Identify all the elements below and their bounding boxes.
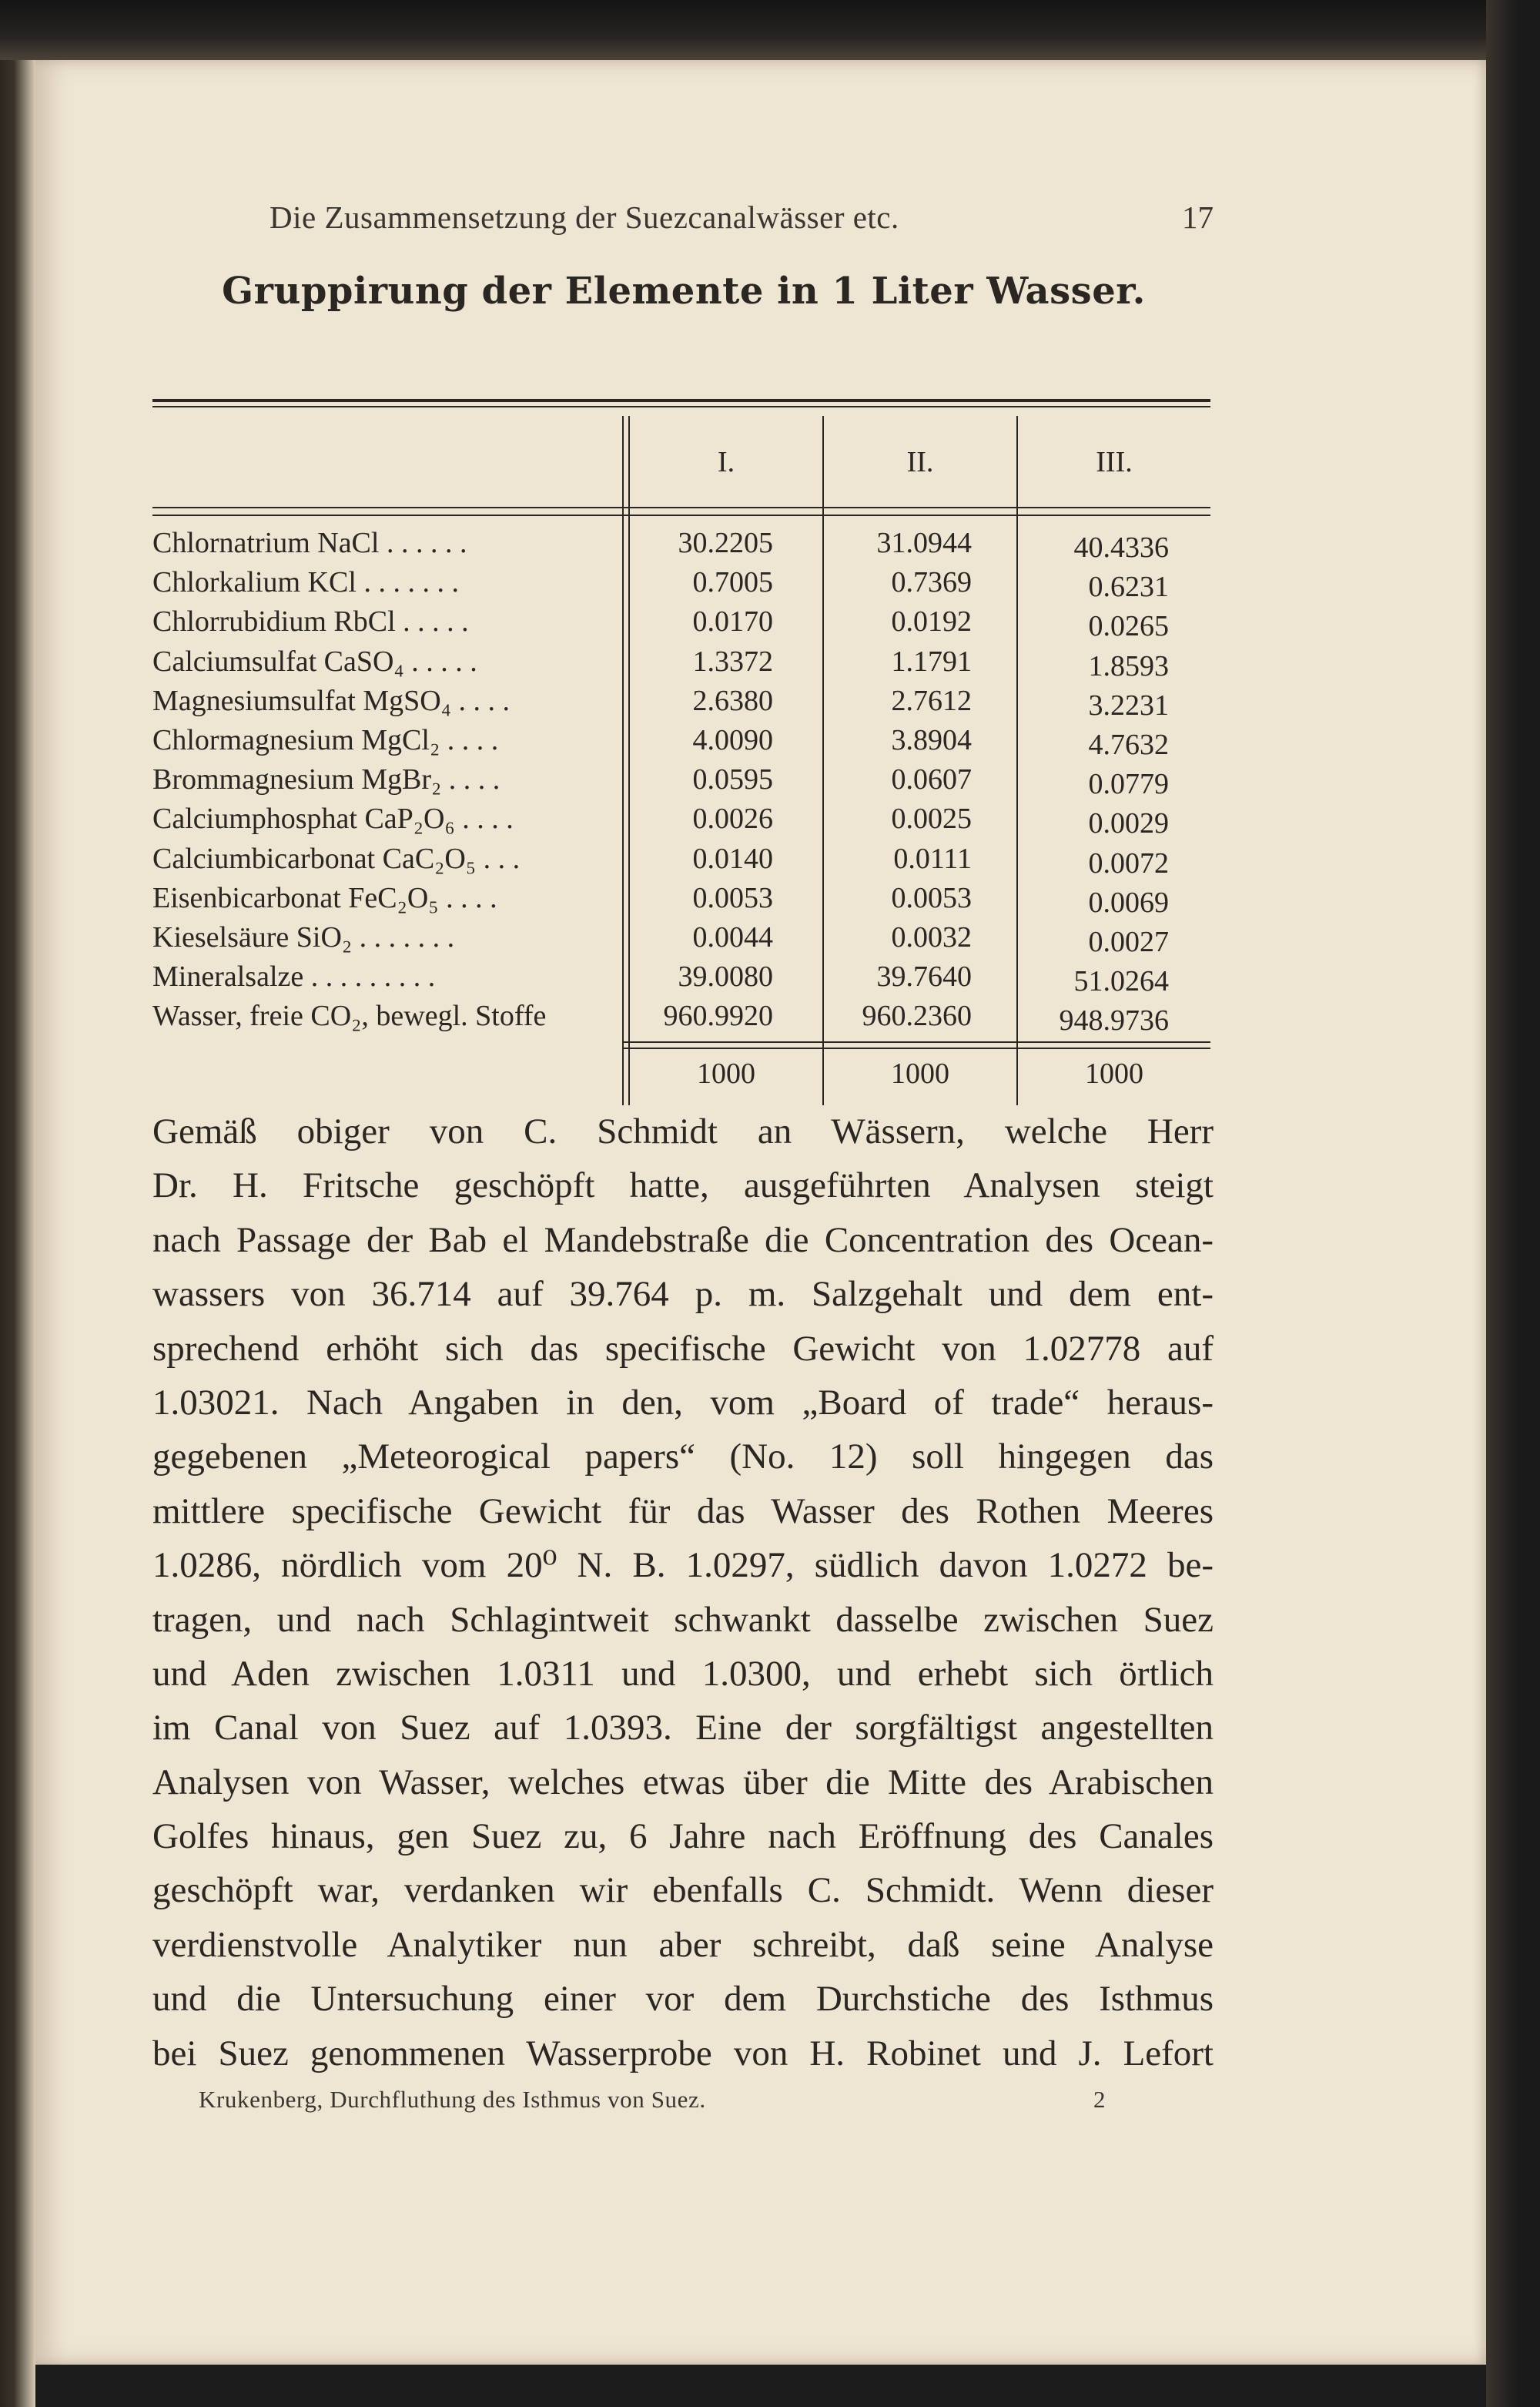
table-cell-col-1: 0.0140	[692, 842, 773, 875]
table-cell-col-2: 0.0607	[891, 763, 972, 796]
table-cell-col-2: 39.7640	[876, 960, 972, 994]
body-line: Gemäß obiger von C. Schmidt an Wässern, welche Herr	[152, 1111, 1214, 1152]
table-cell-col-1: 0.0026	[692, 803, 773, 836]
table-row-label: Wasser, freie CO₂, bewegl. Stoffe	[152, 1000, 547, 1033]
table-cell-col-3: 0.0027	[1088, 926, 1169, 958]
table-bottom-rule-1	[624, 1041, 1210, 1043]
table-cell-col-2: 0.0192	[891, 605, 972, 639]
table-row-label: Calciumsulfat CaSO₄ . . . . .	[152, 645, 477, 678]
table-row-label: Eisenbicarbonat FeC₂O₅ . . . .	[152, 881, 497, 914]
table-bottom-rule-2	[624, 1048, 1210, 1049]
table-header-rule-1	[152, 507, 1210, 508]
table-row-label: Chlorkalium KCl . . . . . . .	[152, 566, 459, 599]
body-line: sprechend erhöht sich das specifische Gewicht von 1.02778 auf	[152, 1328, 1214, 1369]
table-cell-col-1: 960.9920	[663, 1000, 773, 1033]
body-line: bei Suez genommenen Wasserprobe von H. Robinet und J. Lefort	[152, 2033, 1214, 2073]
body-line: wassers von 36.714 auf 39.764 p. m. Salzgehalt und dem ent-	[152, 1274, 1214, 1315]
table-cell-col-2: 3.8904	[891, 724, 972, 756]
table-cell-col-1: 0.0595	[692, 763, 773, 796]
table-row-label: Kieselsäure SiO₂ . . . . . . .	[152, 921, 455, 954]
body-line: Golfes hinaus, gen Suez zu, 6 Jahre nach Eröffnung des Canales	[152, 1816, 1214, 1857]
column-header-2: II.	[906, 446, 934, 478]
table-cell-col-3: 51.0264	[1073, 965, 1169, 998]
table-row-label: Chlornatrium NaCl . . . . . .	[152, 527, 467, 559]
book-spine	[0, 0, 35, 2407]
table-row-label: Calciumbicarbonat CaC₂O₅ . . .	[152, 842, 521, 875]
table-row-label: Chlormagnesium MgCl₂ . . . .	[152, 724, 499, 756]
table-cell-col-3: 0.0265	[1088, 610, 1169, 643]
footer-note: Krukenberg, Durchfluthung des Isthmus von Suez.	[199, 2086, 706, 2113]
body-line: geschöpft war, verdanken wir ebenfalls C. Schmidt. Wenn dieser	[152, 1870, 1214, 1911]
table-cell-col-2: 0.0053	[891, 881, 972, 914]
table-cell-col-1: 0.0044	[692, 921, 773, 954]
table-cell-col-2: 31.0944	[876, 527, 972, 559]
table-cell-col-2: 960.2360	[862, 1000, 972, 1033]
table-cell-col-1: 0.0053	[692, 881, 773, 914]
total-col-1: 1000	[697, 1058, 755, 1090]
table-cell-col-3: 948.9736	[1059, 1004, 1169, 1038]
right-edge	[1486, 0, 1540, 2407]
total-col-3: 1000	[1085, 1058, 1143, 1090]
table-cell-col-3: 0.0069	[1088, 886, 1169, 919]
table-cell-col-1: 39.0080	[678, 960, 773, 994]
table-cell-col-1: 2.6380	[692, 684, 773, 717]
table-top-rule-thin	[152, 406, 1210, 407]
body-line: und die Untersuchung einer vor dem Durchstiche des Isthmus	[152, 1979, 1214, 2020]
footer	[199, 2086, 1123, 2124]
body-line: gegebenen „Meteorogical papers“ (No. 12) soll hingegen das	[152, 1436, 1214, 1477]
body-line: mittlere specifische Gewicht für das Wasser des Rothen Meeres	[152, 1490, 1214, 1531]
table-cell-col-2: 0.0025	[891, 803, 972, 836]
body-line: 1.0286, nördlich vom 20⁰ N. B. 1.0297, südlich davon 1.0272 be-	[152, 1545, 1214, 1586]
body-line: nach Passage der Bab el Mandebstraße die Concentration des Ocean-	[152, 1219, 1214, 1260]
body-paragraph	[152, 1105, 1214, 2080]
table-cell-col-3: 0.6231	[1088, 571, 1169, 604]
body-line: 1.03021. Nach Angaben in den, vom „Board of trade“ heraus-	[152, 1382, 1214, 1423]
column-header-3: III.	[1096, 446, 1133, 478]
table-row-label: Brommagnesium MgBr₂ . . . .	[152, 763, 500, 796]
table-cell-col-1: 0.0170	[692, 605, 773, 639]
top-edge	[0, 0, 1540, 60]
column-header-1: I.	[717, 446, 735, 478]
table-cell-col-1: 30.2205	[678, 527, 773, 559]
table-cell-col-2: 0.0111	[893, 842, 972, 875]
running-head-title: Die Zusammensetzung der Suezcanalwässer etc.	[270, 199, 899, 235]
total-col-2: 1000	[891, 1058, 949, 1090]
table-cell-col-3: 4.7632	[1088, 729, 1169, 761]
body-line: im Canal von Suez auf 1.0393. Eine der sorgfältigst angestellten	[152, 1708, 1214, 1748]
table-top-rule-thick	[152, 399, 1210, 402]
table-cell-col-1: 1.3372	[692, 645, 773, 678]
table-cell-col-3: 0.0072	[1088, 846, 1169, 880]
table-cell-col-3: 0.0029	[1088, 807, 1169, 840]
table-row-label: Calciumphosphat CaP₂O₆ . . . .	[152, 803, 514, 836]
table-cell-col-3: 3.2231	[1088, 689, 1169, 722]
table-cell-col-2: 1.1791	[891, 645, 972, 678]
table-cell-col-3: 0.0779	[1088, 768, 1169, 801]
running-head	[270, 199, 1214, 245]
body-line: und Aden zwischen 1.0311 und 1.0300, und erhebt sich örtlich	[152, 1653, 1214, 1694]
table-cell-col-3: 40.4336	[1073, 531, 1169, 564]
table-cell-col-2: 2.7612	[891, 684, 972, 717]
table-cell-col-2: 0.7369	[891, 566, 972, 599]
table-cell-col-1: 0.7005	[692, 566, 773, 599]
table-cell-col-1: 4.0090	[692, 724, 773, 756]
body-line: verdienstvolle Analytiker nun aber schreibt, daß seine Analyse	[152, 1924, 1214, 1965]
table-row-label: Magnesiumsulfat MgSO₄ . . . .	[152, 684, 510, 717]
body-line: Dr. H. Fritsche geschöpft hatte, ausgeführten Analysen steigt	[152, 1165, 1214, 1206]
table-title: Gruppirung der Elemente in 1 Liter Wasser.	[222, 270, 1146, 313]
table-row-label: Chlorrubidium RbCl . . . . .	[152, 605, 469, 639]
page-number: 17	[1182, 199, 1214, 235]
table-cell-col-2: 0.0032	[891, 921, 972, 954]
body-line: Analysen von Wasser, welches etwas über die Mitte des Arabischen	[152, 1762, 1214, 1802]
signature-mark: 2	[1093, 2086, 1106, 2113]
table-row-label: Mineralsalze . . . . . . . . .	[152, 960, 436, 994]
body-line: tragen, und nach Schlagintweit schwankt dasselbe zwischen Suez	[152, 1599, 1214, 1640]
table-header-rule-2	[152, 515, 1210, 516]
table-cell-col-3: 1.8593	[1088, 649, 1169, 682]
